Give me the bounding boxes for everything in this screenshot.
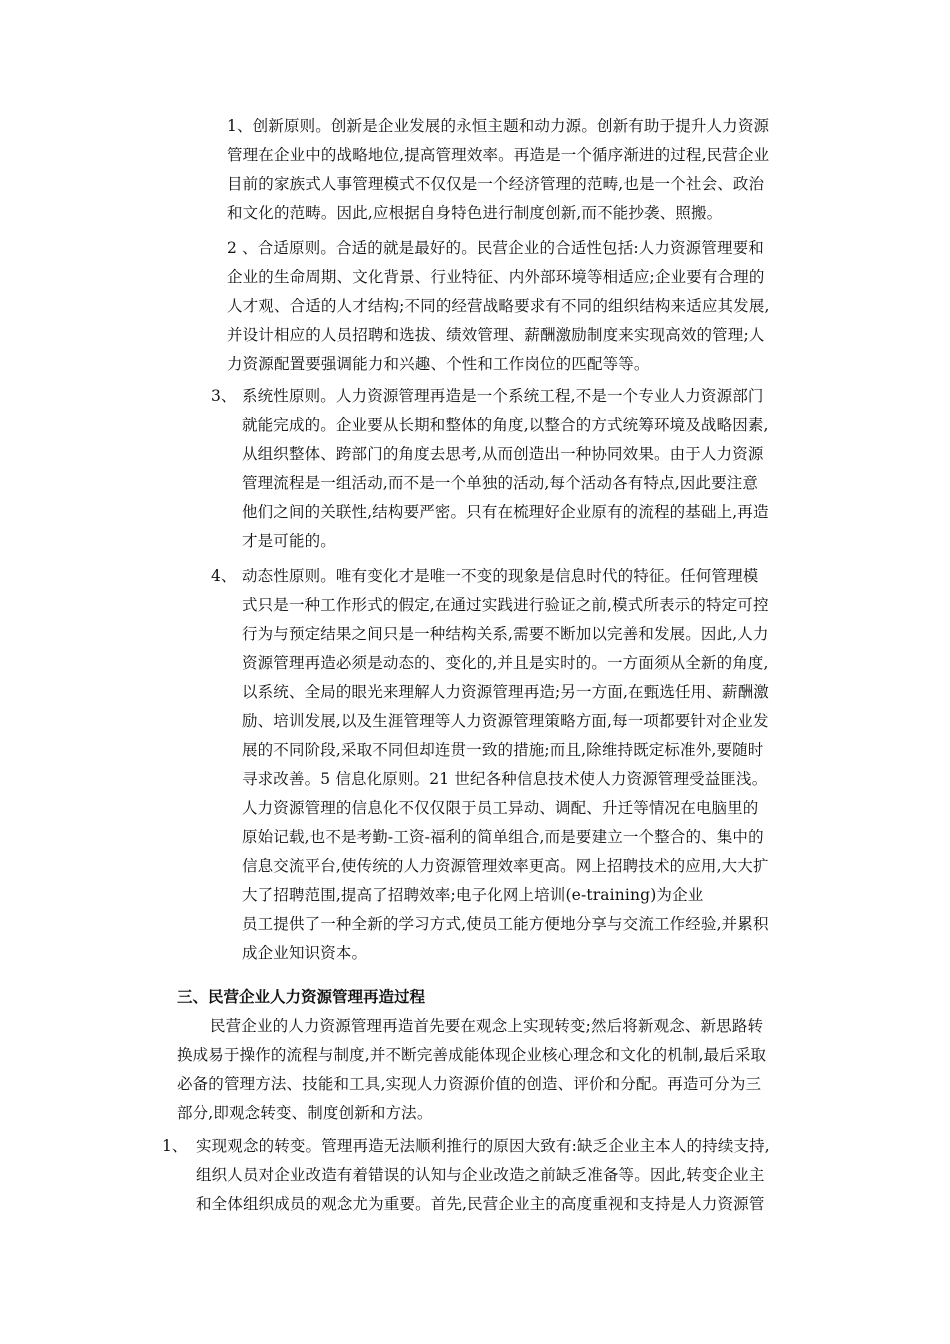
text-line: 励、培训发展,以及生涯管理等人力资源管理策略方面,每一项都要针对企业发 xyxy=(242,712,769,730)
text-line: 寻求改善。5 信息化原则。21 世纪各种信息技术使人力资源管理受益匪浅。 xyxy=(242,770,768,788)
principle-systematic-paragraph xyxy=(242,382,810,556)
principle-innovation-paragraph xyxy=(227,112,809,228)
principle-dynamic-paragraph xyxy=(242,562,810,968)
text-line: 民营企业的人力资源管理再造首先要在观念上实现转变;然后将新观念、新思路转 xyxy=(210,1017,764,1035)
principle-suitability-paragraph xyxy=(227,234,809,379)
concept-change-paragraph xyxy=(196,1132,810,1219)
text-line: 动态性原则。唯有变化才是唯一不变的现象是信息时代的特征。任何管理模 xyxy=(242,567,759,585)
text-line: 以系统、全局的眼光来理解人力资源管理再造;另一方面,在甄选任用、薪酬激 xyxy=(242,683,769,701)
text-line: 和文化的范畴。因此,应根据自身特色进行制度创新,而不能抄袭、照搬。 xyxy=(227,204,723,222)
text-line: 管理在企业中的战略地位,提高管理效率。再造是一个循序渐进的过程,民营企业 xyxy=(227,146,770,164)
text-line: 管理流程是一组活动,而不是一个单独的活动,每个活动各有特点,因此要注意 xyxy=(242,474,759,492)
text-line: 原始记载,也不是考勤-工资-福利的简单组合,而是要建立一个整合的、集中的 xyxy=(242,828,764,846)
text-line: 换成易于操作的流程与制度,并不断完善成能体现企业核心理念和文化的机制,最后采取 xyxy=(177,1046,767,1064)
section-intro-paragraph xyxy=(177,1012,810,1128)
text-line: 他们之间的关联性,结构要严密。只有在梳理好企业原有的流程的基础上,再造 xyxy=(242,503,769,521)
text-line: 系统性原则。人力资源管理再造是一个系统工程,不是一个专业人力资源部门 xyxy=(242,387,764,405)
list-number: 3、 xyxy=(211,387,237,405)
text-line: 1、创新原则。创新是企业发展的永恒主题和动力源。创新有助于提升人力资源 xyxy=(227,117,770,135)
text-line: 实现观念的转变。管理再造无法顺利推行的原因大致有:缺乏企业主本人的持续支持, xyxy=(196,1137,770,1155)
text-line: 展的不同阶段,采取不同但却连贯一致的措施;而且,除维持既定标准外,要随时 xyxy=(242,741,764,759)
text-line: 资源管理再造必须是动态的、变化的,并且是实时的。一方面须从全新的角度, xyxy=(242,654,769,672)
text-line: 才是可能的。 xyxy=(242,532,336,550)
text-line: 就能完成的。企业要从长期和整体的角度,以整合的方式统筹环境及战略因素, xyxy=(242,416,769,434)
section-heading: 三、民营企业人力资源管理再造过程 xyxy=(177,987,426,1006)
text-line: 部分,即观念转变、制度创新和方法。 xyxy=(177,1104,433,1122)
list-number: 1、 xyxy=(162,1137,188,1155)
text-line: 并设计相应的人员招聘和选拔、绩效管理、薪酬激励制度来实现高效的管理;人 xyxy=(227,326,765,344)
text-line: 必备的管理方法、技能和工具,实现人力资源价值的创造、评价和分配。再造可分为三 xyxy=(177,1075,762,1093)
text-line: 组织人员对企业改造有着错误的认知与企业改造之前缺乏准备等。因此,转变企业主 xyxy=(196,1166,765,1184)
text-line: 员工提供了一种全新的学习方式,使员工能方便地分享与交流工作经验,并累积 xyxy=(242,915,769,933)
text-line: 力资源配置要强调能力和兴趣、个性和工作岗位的匹配等等。 xyxy=(227,355,650,373)
text-line: 人力资源管理的信息化不仅仅限于员工异动、调配、升迁等情况在电脑里的 xyxy=(242,799,759,817)
text-line: 从组织整体、跨部门的角度去思考,从而创造出一种协同效果。由于人力资源 xyxy=(242,445,764,463)
text-line: 目前的家族式人事管理模式不仅仅是一个经济管理的范畴,也是一个社会、政治 xyxy=(227,175,765,193)
text-line: 行为与预定结果之间只是一种结构关系,需要不断加以完善和发展。因此,人力 xyxy=(242,625,769,643)
list-number: 4、 xyxy=(211,567,237,585)
text-line: 成企业知识资本。 xyxy=(242,944,368,962)
text-line: 企业的生命周期、文化背景、行业特征、内外部环境等相适应;企业要有合理的 xyxy=(227,268,765,286)
text-line: 式只是一种工作形式的假定,在通过实践进行验证之前,模式所表示的特定可控 xyxy=(242,596,769,614)
text-line: 和全体组织成员的观念尤为重要。首先,民营企业主的高度重视和支持是人力资源管 xyxy=(196,1195,765,1213)
text-line: 人才观、合适的人才结构;不同的经营战略要求有不同的组织结构来适应其发展, xyxy=(227,297,770,315)
text-line: 大了招聘范围,提高了招聘效率;电子化网上培训(e-training)为企业 xyxy=(242,886,704,904)
text-line: 信息交流平台,使传统的人力资源管理效率更高。网上招聘技术的应用,大大扩 xyxy=(242,857,769,875)
text-line: 2 、合适原则。合适的就是最好的。民营企业的合适性包括:人力资源管理要和 xyxy=(227,239,764,257)
